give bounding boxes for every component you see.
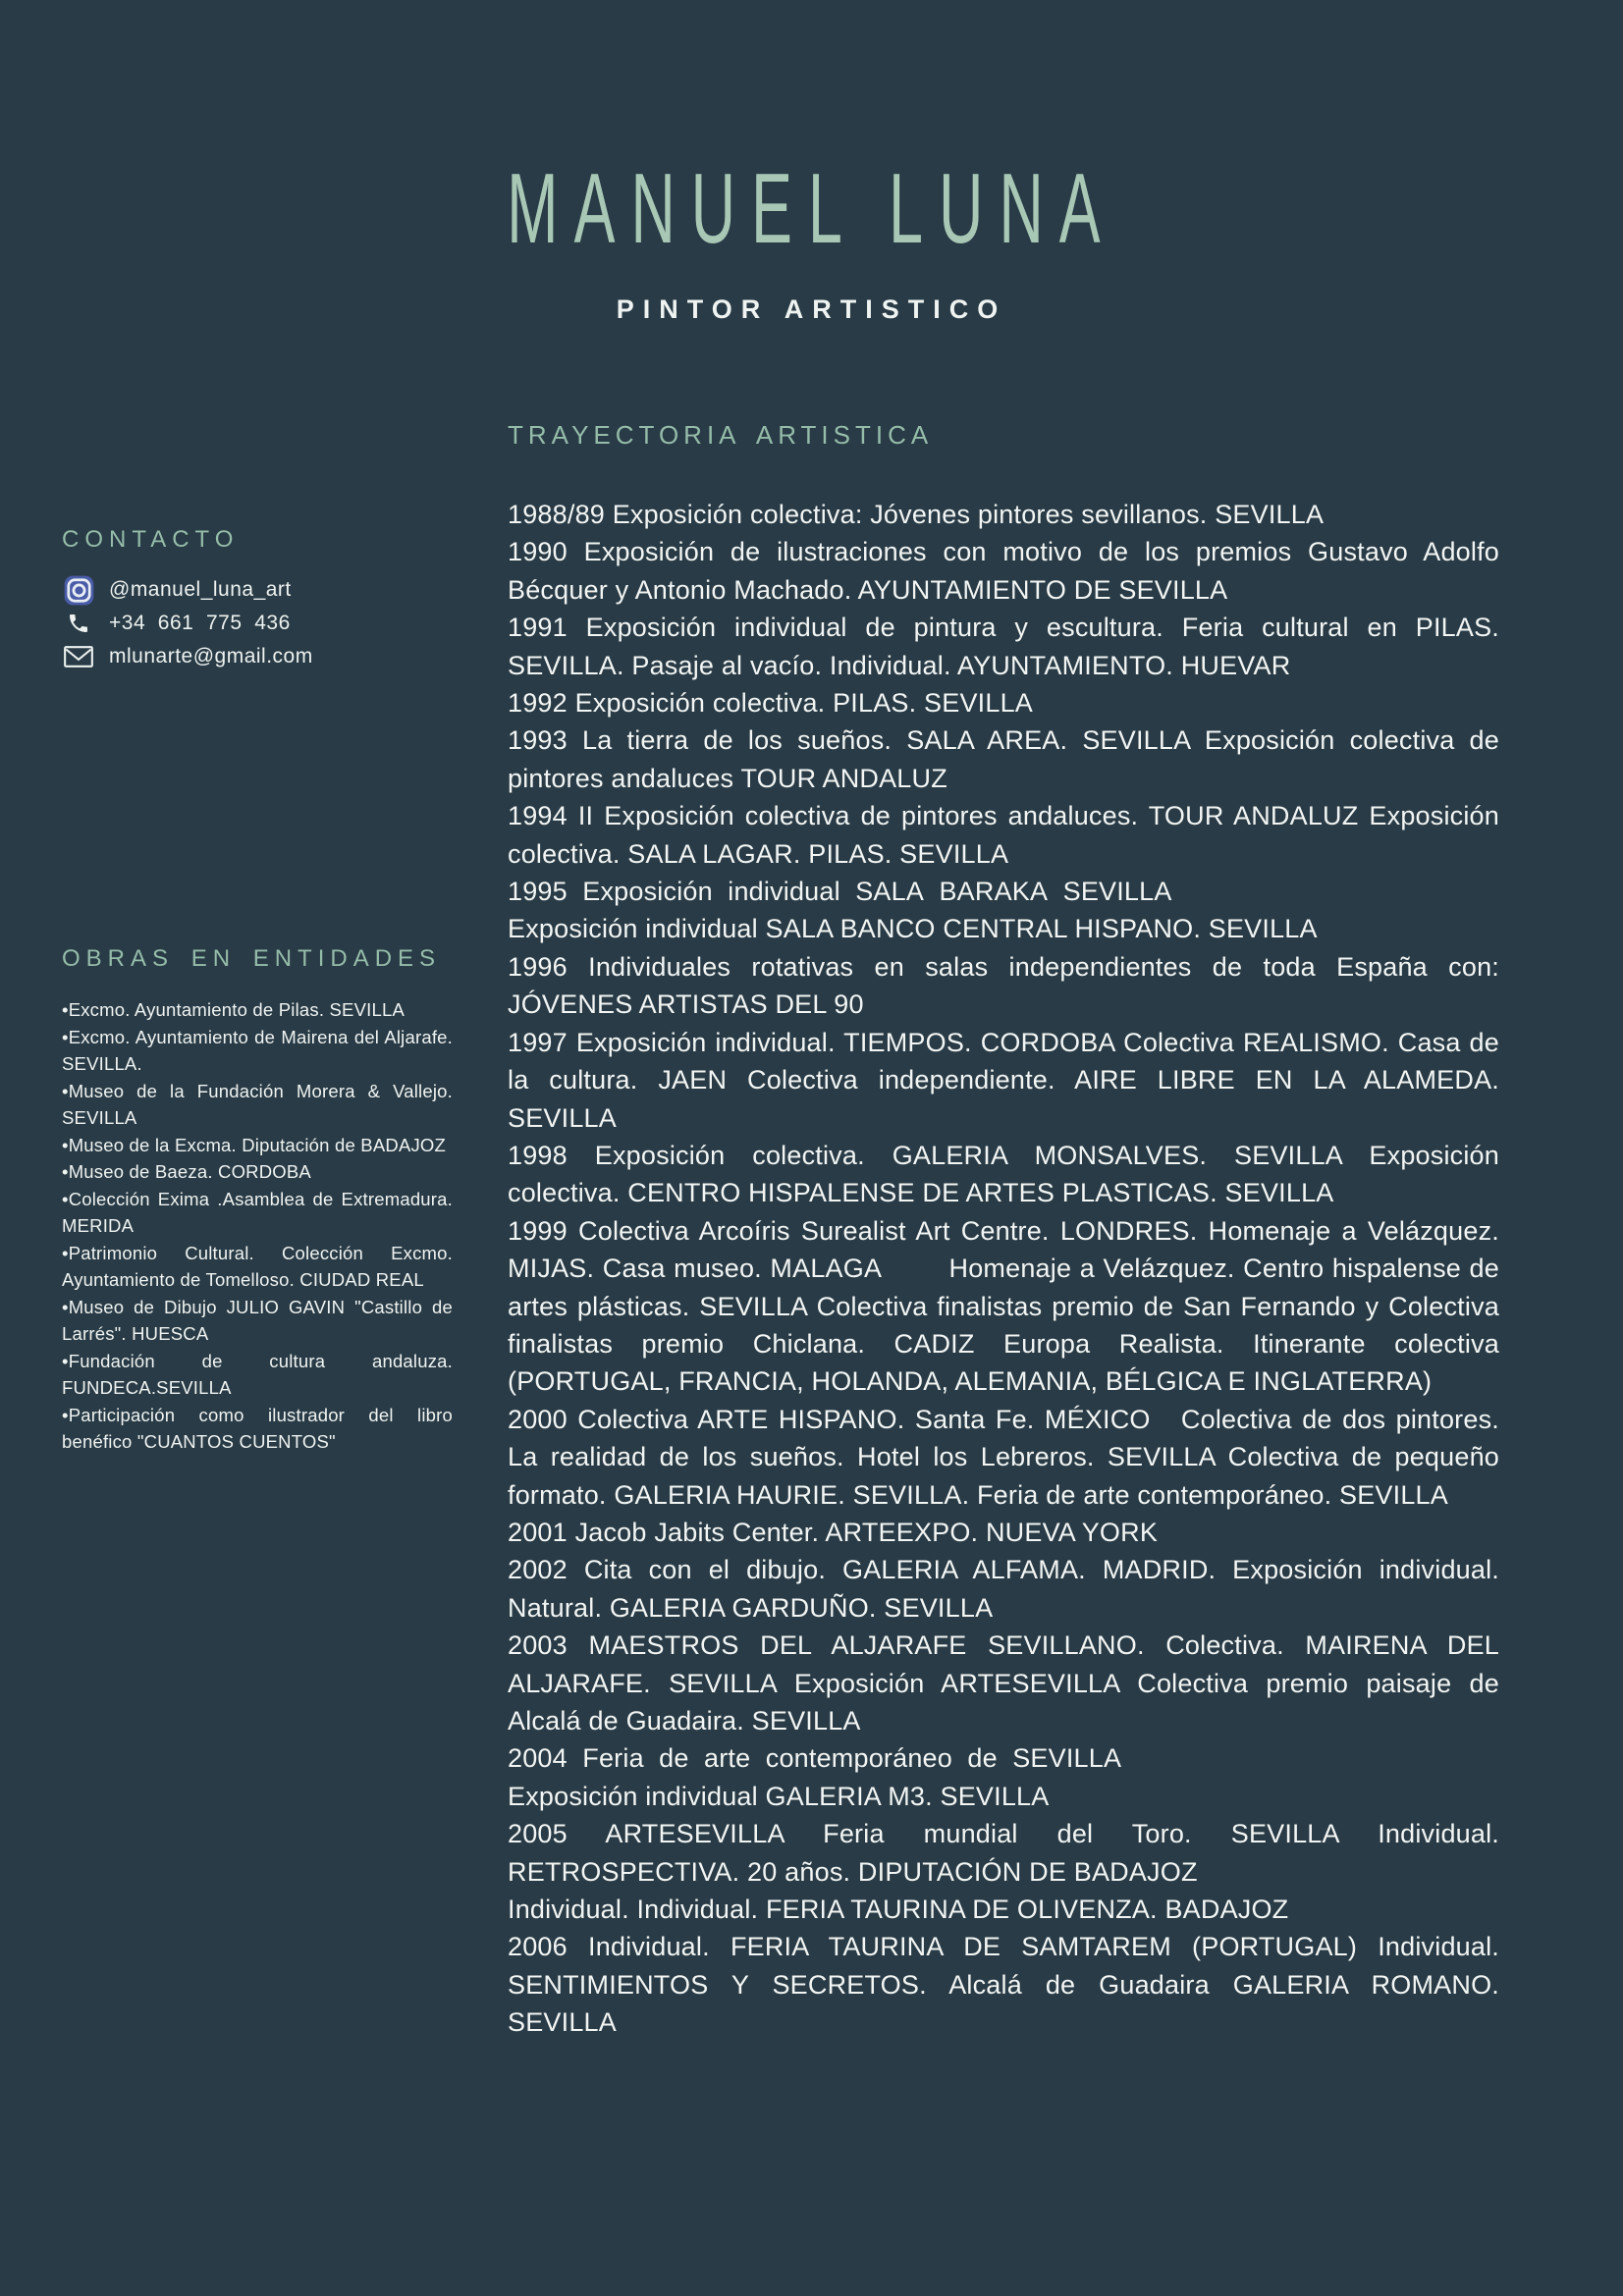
trajectory-entry: 2003 MAESTROS DEL ALJARAFE SEVILLANO. Colectiva. MAIRENA DEL ALJARAFE. SEVILLA Exposición ARTESEVILLA Colectiva premio paisaje de Alcalá de Guadaira. SEVILLA	[508, 1630, 1499, 1735]
entities-list	[62, 996, 453, 1456]
entity-item: • Fundación de cultura andaluza. FUNDECA.SEVILLA	[62, 1348, 453, 1402]
contact-heading: CONTACTO	[62, 526, 240, 553]
trajectory-entry: 1993 La tierra de los sueños. SALA AREA. SEVILLA Exposición colectiva de pintores andaluces TOUR ANDALUZ	[508, 725, 1499, 793]
trajectory-section	[508, 420, 1499, 2042]
trajectory-heading: TRAYECTORIA ARTISTICA	[508, 420, 934, 450]
trajectory-entry: 1995 Exposición individual SALA BARAKA SEVILLA	[508, 877, 1172, 907]
trajectory-entry: Individual. Individual. FERIA TAURINA DE OLIVENZA. BADAJOZ	[508, 1895, 1289, 1925]
phone-icon	[62, 612, 95, 635]
entity-item: • Museo de Dibujo JULIO GAVIN "Castillo de Larrés". HUESCA	[62, 1294, 453, 1348]
trajectory-entry: Exposición individual SALA BANCO CENTRAL HISPANO. SEVILLA	[508, 914, 1318, 944]
trajectory-entry: 1994 II Exposición colectiva de pintores andaluces. TOUR ANDALUZ Exposición colectiva. SALA LAGAR. PILAS. SEVILLA	[508, 801, 1499, 869]
entity-item: • Museo de la Fundación Morera & Vallejo. SEVILLA	[62, 1078, 453, 1132]
trajectory-entry: 1999 Colectiva Arcoíris Surealist Art Centre. LONDRES. Homenaje a Velázquez. MIJAS. Casa museo. MALAGA Homenaje a Velázquez. Centro hispalense de artes plásticas. SEVILLA Colectiva finalistas premio de San Fernando y Colectiva finalistas premio Chiclana. CADIZ Europa Realista. Itinerante colectiva (PORTUGAL, FRANCIA, HOLANDA, ALEMANIA, BÉLGICA E INGLATERRA)	[508, 1215, 1499, 1397]
entities-heading: OBRAS EN ENTIDADES	[62, 945, 442, 972]
entity-item: • Museo de Baeza. CORDOBA	[62, 1158, 453, 1186]
trajectory-entry: 2000 Colectiva ARTE HISPANO. Santa Fe. MÉXICO Colectiva de dos pintores. La realidad de los sueños. Hotel los Lebreros. SEVILLA Colectiva de pequeño formato. GALERIA HAURIE. SEVILLA. Feria de arte contemporáneo. SEVILLA	[508, 1404, 1499, 1510]
contact-row-instagram	[62, 573, 455, 607]
instagram-handle: @manuel_luna_art	[109, 578, 292, 601]
trajectory-entry: 1991 Exposición individual de pintura y escultura. Feria cultural en PILAS. SEVILLA. Pasaje al vacío. Individual. AYUNTAMIENTO. HUEVAR	[508, 613, 1499, 680]
contact-row-phone	[62, 607, 455, 640]
title-block	[0, 154, 1623, 325]
trajectory-entry: 1992 Exposición colectiva. PILAS. SEVILLA	[508, 688, 1034, 719]
artist-role: PINTOR ARTISTICO	[616, 294, 1007, 324]
entity-item: • Museo de la Excma. Diputación de BADAJOZ	[62, 1132, 453, 1159]
trajectory-entry: 1988/89 Exposición colectiva: Jóvenes pintores sevillanos. SEVILLA	[508, 500, 1325, 529]
entity-item: • Patrimonio Cultural. Colección Excmo. Ayuntamiento de Tomelloso. CIUDAD REAL	[62, 1240, 453, 1294]
instagram-icon	[62, 575, 95, 606]
trajectory-entry: 2001 Jacob Jabits Center. ARTEEXPO. NUEVA YORK	[508, 1517, 1159, 1547]
contact-row-email	[62, 640, 455, 673]
phone-number: +34 661 775 436	[109, 612, 291, 634]
trajectory-entry: Exposición individual GALERIA M3. SEVILLA	[508, 1781, 1050, 1811]
trajectory-entry: 2002 Cita con el dibujo. GALERIA ALFAMA. MADRID. Exposición individual. Natural. GALERIA GARDUÑO. SEVILLA	[508, 1555, 1499, 1623]
trajectory-entries	[508, 496, 1499, 2042]
entities-section	[62, 945, 453, 1456]
trajectory-entry: 1990 Exposición de ilustraciones con motivo de los premios Gustavo Adolfo Bécquer y Antonio Machado. AYUNTAMIENTO DE SEVILLA	[508, 537, 1499, 605]
artist-name: MANUEL LUNA	[507, 154, 1116, 264]
trajectory-entry: 1997 Exposición individual. TIEMPOS. CORDOBA Colectiva REALISMO. Casa de la cultura. JAEN Colectiva independiente. AIRE LIBRE EN LA ALAMEDA. SEVILLA	[508, 1027, 1499, 1133]
email-address: mlunarte@gmail.com	[109, 645, 313, 667]
entity-item: • Excmo. Ayuntamiento de Pilas. SEVILLA	[62, 996, 453, 1024]
entity-item: • Participación como ilustrador del libro benéfico "CUANTOS CUENTOS"	[62, 1402, 453, 1456]
email-icon	[62, 645, 95, 668]
entity-item: • Excmo. Ayuntamiento de Mairena del Aljarafe. SEVILLA.	[62, 1024, 453, 1078]
trajectory-entry: 1998 Exposición colectiva. GALERIA MONSALVES. SEVILLA Exposición colectiva. CENTRO HISPALENSE DE ARTES PLASTICAS. SEVILLA	[508, 1140, 1499, 1208]
contact-list	[62, 573, 455, 673]
trajectory-entry: 1996 Individuales rotativas en salas independientes de toda España con: JÓVENES ARTISTAS DEL 90	[508, 951, 1499, 1020]
trajectory-entry: 2004 Feria de arte contemporáneo de SEVILLA	[508, 1743, 1122, 1774]
contact-section	[62, 526, 455, 673]
trajectory-entry: 2005 ARTESEVILLA Feria mundial del Toro. SEVILLA Individual. RETROSPECTIVA. 20 años. DIPUTACIÓN DE BADAJOZ	[508, 1819, 1499, 1887]
trajectory-entry: 2006 Individual. FERIA TAURINA DE SAMTAREM (PORTUGAL) Individual. SENTIMIENTOS Y SECRETOS. Alcalá de Guadaira GALERIA ROMANO. SEVILLA	[508, 1932, 1499, 2038]
entity-item: • Colección Exima .Asamblea de Extremadura. MERIDA	[62, 1186, 453, 1240]
